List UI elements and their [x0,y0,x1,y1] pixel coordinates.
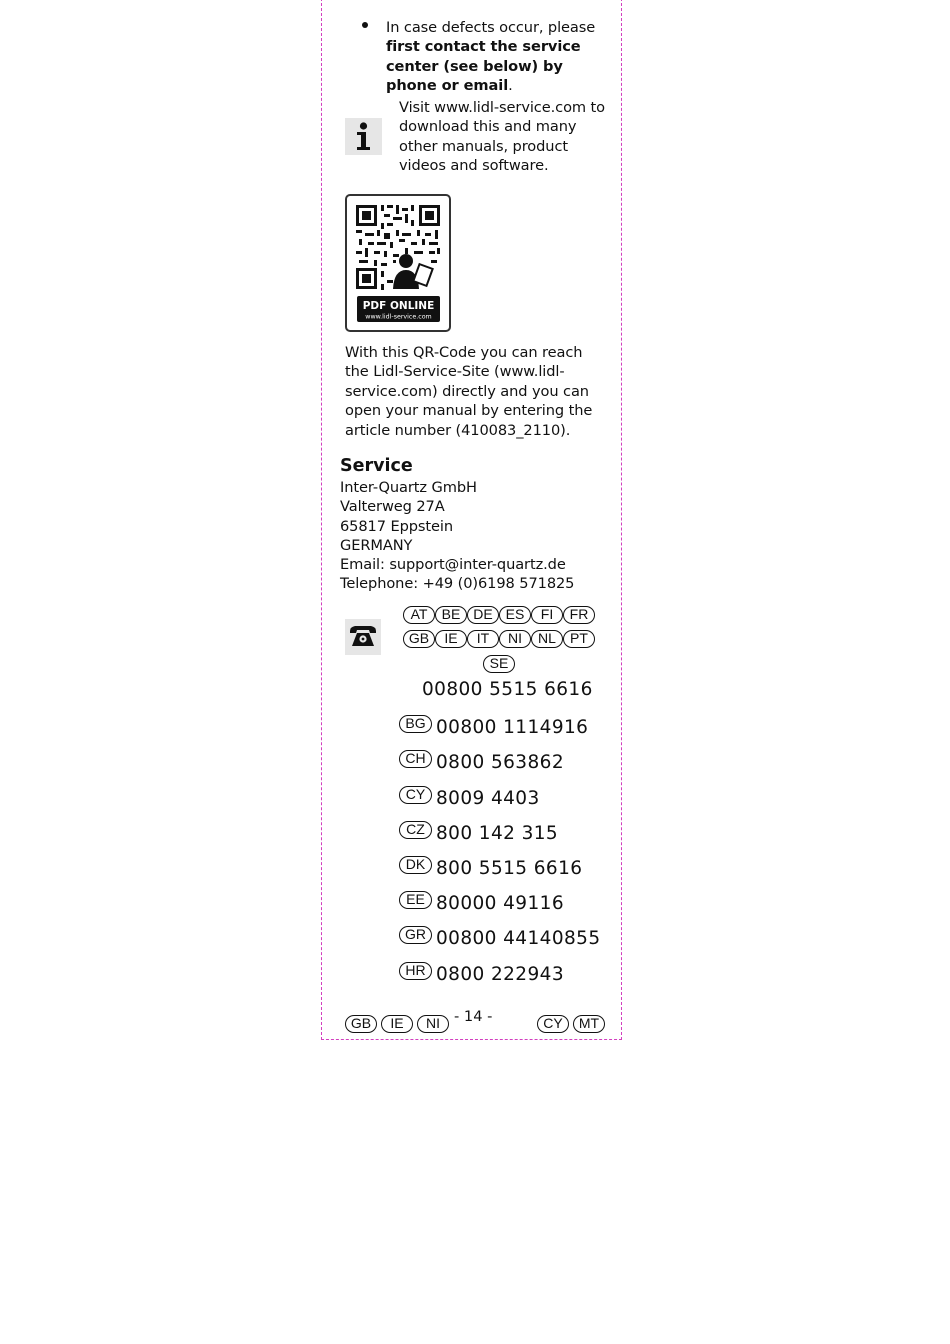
country-badge-ie: IE [435,630,467,648]
qr-description: With this QR-Code you can reach the Lidl-Service-Site (www.lidl-service.com) directly and you can open your manual by entering the article number (410083_2110). [345,344,593,439]
country-badge-fi: FI [531,606,563,624]
country-badge-dk: DK [399,856,432,874]
footer-badge-cy: CY [537,1015,569,1033]
country-badge-ch: CH [399,750,432,768]
service-city: 65817 Eppstein [340,518,454,535]
qr-code[interactable] [345,194,451,332]
telephone-icon [345,619,381,655]
service-company: Inter-Quartz GmbH [340,479,477,496]
hotline-row-ch [399,750,599,772]
main-hotline-number: 00800 5515 6616 [422,679,593,700]
hotline-number-bg: 00800 1114916 [436,717,589,738]
country-badge-it: IT [467,630,499,648]
qr-badge-url: www.lidl-service.com [365,313,432,321]
country-badge-cz: CZ [399,821,432,839]
country-badge-se: SE [483,655,515,673]
bullet-dot [362,22,368,28]
hotline-row-cy [399,786,599,808]
country-badge-ni: NI [499,630,531,648]
service-email[interactable]: Email: support@inter-quartz.de [340,556,566,573]
country-badge-fr: FR [563,606,595,624]
defects-instruction: In case defects occur, please first contact the service center (see below) by phone or email. [386,19,596,95]
hotline-number-ch: 0800 563862 [436,752,564,773]
footer-badge-ni: NI [417,1015,449,1033]
country-badge-be: BE [435,606,467,624]
country-badge-gb: GB [403,630,435,648]
service-telephone: Telephone: +49 (0)6198 571825 [340,575,575,592]
country-badge-nl: NL [531,630,563,648]
hotline-number-cz: 800 142 315 [436,823,559,844]
hotline-row-hr [399,962,599,984]
hotline-row-dk [399,856,599,878]
footer-badge-ie: IE [381,1015,413,1033]
country-badge-gr: GR [399,926,432,944]
country-badge-cy: CY [399,786,432,804]
country-badge-bg: BG [399,715,432,733]
hotline-row-bg [399,715,599,737]
country-badge-pt: PT [563,630,595,648]
footer-badge-mt: MT [573,1015,605,1033]
country-badge-at: AT [403,606,435,624]
country-badge-hr: HR [399,962,432,980]
hotline-row-gr [399,926,599,948]
hotline-number-hr: 0800 222943 [436,964,564,985]
country-badge-ee: EE [399,891,432,909]
hotline-number-cy: 8009 4403 [436,788,540,809]
hotline-row-ee [399,891,599,913]
page-number: - 14 - [454,1008,493,1025]
country-badge-es: ES [499,606,531,624]
hotline-row-cz [399,821,599,843]
footer-badge-gb: GB [345,1015,377,1033]
hotline-number-gr: 00800 44140855 [436,928,601,949]
qr-badge-title: PDF ONLINE [362,300,435,312]
hotline-number-ee: 80000 49116 [436,893,564,914]
service-country: GERMANY [340,537,413,554]
service-street: Valterweg 27A [340,498,445,515]
hotline-number-dk: 800 5515 6616 [436,858,583,879]
download-info-text: Visit www.lidl-service.com to download this and many other manuals, product videos and software. [399,99,606,175]
country-badge-de: DE [467,606,499,624]
service-heading: Service [340,456,413,476]
info-icon [345,118,382,155]
